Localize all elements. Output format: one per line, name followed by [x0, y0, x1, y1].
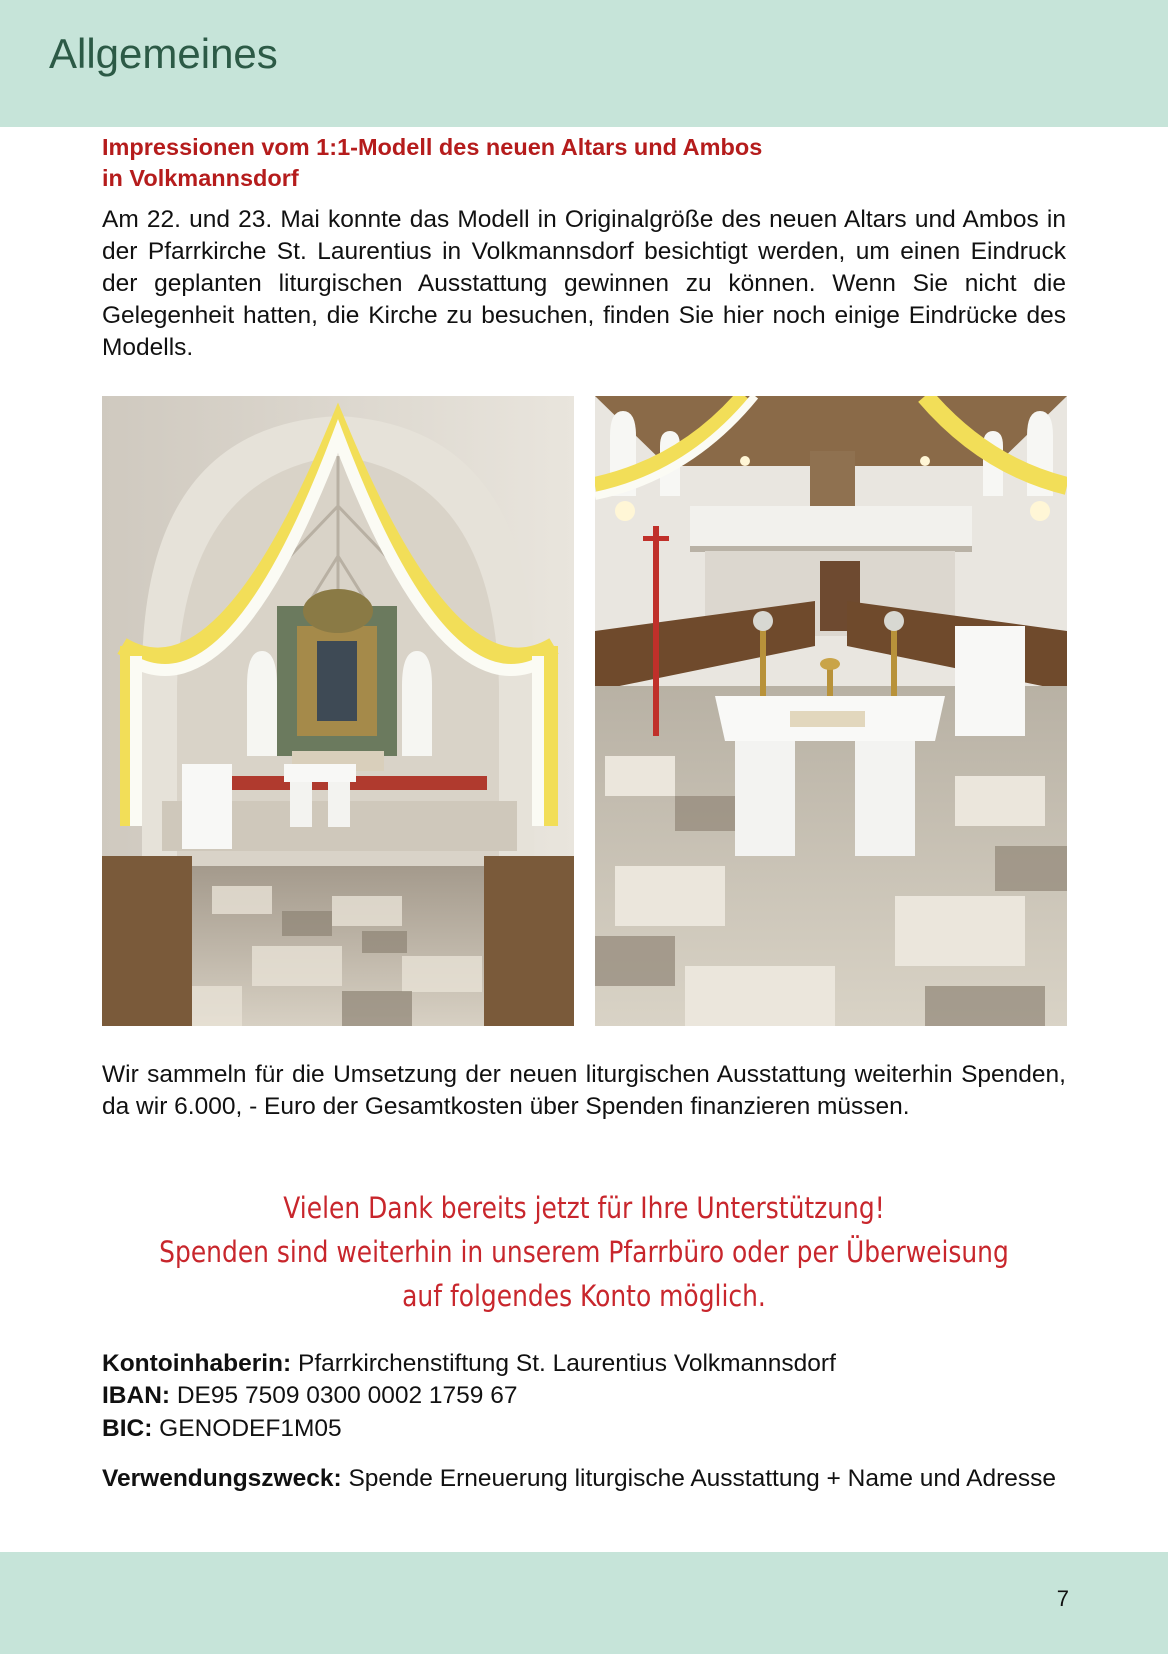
footer-band — [0, 1552, 1168, 1654]
bank-bic-row — [102, 1413, 1066, 1445]
photo-nave-view — [595, 396, 1067, 1026]
bank-iban-row — [102, 1380, 1066, 1412]
article-title-line2: in Volkmannsdorf — [102, 165, 299, 191]
thanks-line2: Spenden sind weiterhin in unserem Pfarrbüro oder per Überweisung — [159, 1235, 1009, 1269]
thanks-message — [151, 1186, 1018, 1318]
chancel-photo-illustration — [102, 396, 574, 1026]
iban-value: DE95 7509 0300 0002 1759 67 — [176, 1382, 518, 1409]
purpose-label: Verwendungszweck: — [102, 1465, 342, 1492]
owner-label: Kontoinhaberin: — [102, 1350, 292, 1377]
thanks-line3: auf folgendes Konto möglich. — [402, 1279, 766, 1313]
intro-paragraph: Am 22. und 23. Mai konnte das Modell in Originalgröße des neuen Altars und Ambos in der Pfarrkirche St. Laurentius in Volkmannsdorf besichtigt werden, um einen Eindruck der geplanten liturgischen Ausstattung gewinnen zu können. Wenn Sie nicht die Gelegenheit hatten, die Kirche zu besuchen, finden Sie hier noch einige Eindrücke des Modells. — [102, 206, 1066, 361]
bic-label: BIC: — [102, 1415, 153, 1442]
article-title-line1: Impressionen vom 1:1-Modell des neuen Altars und Ambos — [102, 134, 763, 160]
bank-purpose-row — [102, 1463, 1066, 1495]
page-number: 7 — [1056, 1586, 1069, 1611]
nave-photo-illustration — [595, 396, 1067, 1026]
bank-owner-row — [102, 1348, 1066, 1380]
purpose-value: Spende Erneuerung liturgische Ausstattung + Name und Adresse — [348, 1465, 1057, 1492]
iban-label: IBAN: — [102, 1382, 171, 1409]
photo-chancel-view — [102, 396, 574, 1026]
bic-value: GENODEF1M05 — [159, 1415, 342, 1442]
donation-paragraph: Wir sammeln für die Umsetzung der neuen liturgischen Ausstattung weiterhin Spenden, da wir 6.000, - Euro der Gesamtkosten über Spenden finanzieren müssen. — [102, 1061, 1066, 1120]
thanks-line1: Vielen Dank bereits jetzt für Ihre Unterstützung! — [283, 1191, 885, 1225]
section-title: Allgemeines — [49, 30, 278, 77]
article-title — [102, 132, 1082, 194]
header-band — [0, 0, 1168, 127]
owner-value: Pfarrkirchenstiftung St. Laurentius Volkmannsdorf — [297, 1350, 836, 1377]
